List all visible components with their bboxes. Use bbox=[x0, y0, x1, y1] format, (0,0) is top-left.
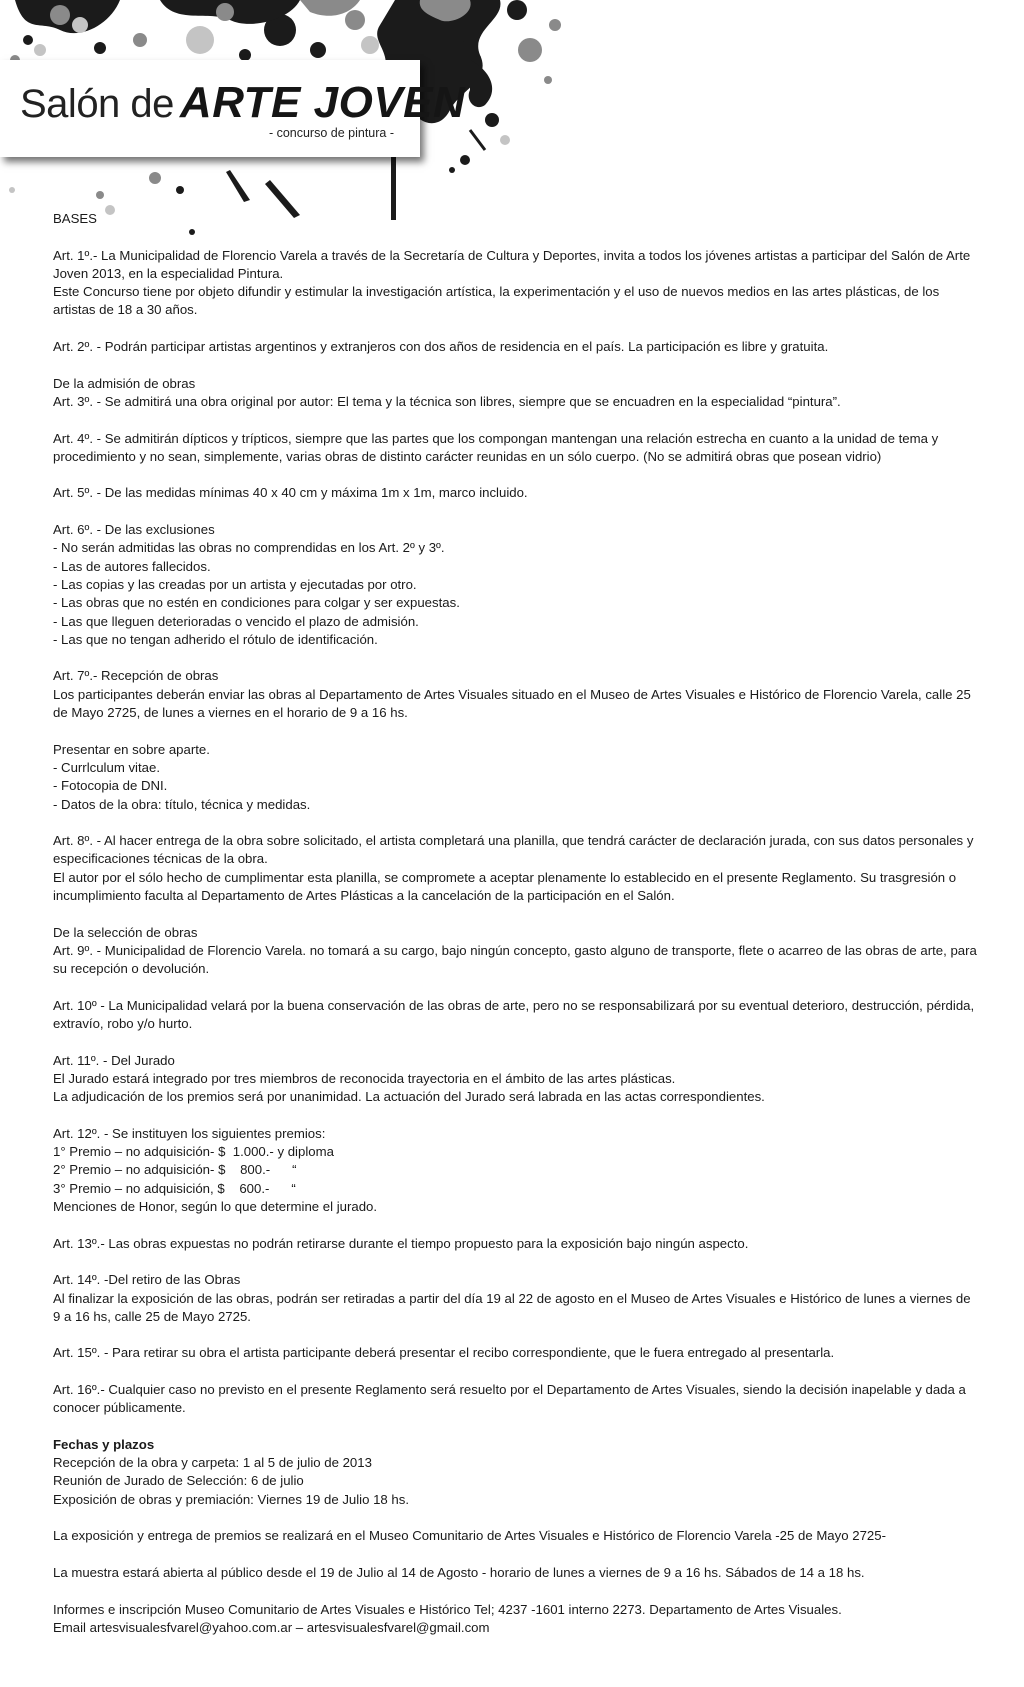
prize-line: 2° Premio – no adquisición- $ 800.- “ bbox=[53, 1162, 297, 1178]
article-8-paragraph-1: Art. 8º. - Al hacer entrega de la obra sobre solicitado, el artista completará una planilla, que tendrá carácter de declaración jurada, con sus datos personales y especificaciones técnicas de la obra. bbox=[53, 833, 974, 867]
article-12-line: Art. 12º. - Se instituyen los siguientes premios: bbox=[53, 1125, 326, 1141]
section-heading-admision: De la admisión de obras bbox=[53, 375, 196, 391]
fechas-line: Recepción de la obra y carpeta: 1 al 5 de julio de 2013 bbox=[53, 1455, 372, 1471]
article-11-line: Art. 11º. - Del Jurado bbox=[53, 1052, 175, 1068]
article-6-line: Art. 6º. - De las exclusiones bbox=[53, 522, 215, 538]
page-subtitle: - concurso de pintura - bbox=[268, 126, 394, 140]
email-line: Email artesvisualesfvarel@yahoo.com.ar – artesvisualesfvarel@gmail.com bbox=[53, 1619, 490, 1635]
article-8-paragraph-2: El autor por el sólo hecho de cumplimentar esta planilla, se compromete a aceptar plenamente lo establecido en el presente Reglamento. Su trasgresión o incumplimiento faculta al Departamento de Artes Plásticas a la cancelación de la participación en el Salón. bbox=[53, 869, 957, 903]
article-16: Art. 16º.- Cualquier caso no previsto en el presente Reglamento será resuelto por el Departamento de Artes Visuales, siendo la decisión inapelable y dada a conocer públicamente. bbox=[53, 1382, 966, 1416]
fechas-heading: Fechas y plazos bbox=[53, 1436, 155, 1452]
document-body bbox=[53, 210, 981, 1655]
article-1-paragraph-1: Art. 1º.- La Municipalidad de Florencio Varela a través de la Secretaría de Cultura y Deportes, invita a todos los jóvenes artistas a participar del Salón de Arte Joven 2013, en la especialidad Pintura. bbox=[53, 247, 971, 281]
section-heading-seleccion: De la selección de obras bbox=[53, 924, 198, 940]
fechas-line: Exposición de obras y premiación: Viernes 19 de Julio 18 hs. bbox=[53, 1491, 410, 1507]
article-6-line: - Las que no tengan adherido el rótulo de identificación. bbox=[53, 631, 378, 647]
presentar-line: - Currlculum vitae. bbox=[53, 759, 160, 775]
prize-line: 1° Premio – no adquisición- $ 1.000.- y diploma bbox=[53, 1144, 334, 1160]
article-14-heading: Art. 14º. -Del retiro de las Obras bbox=[53, 1272, 241, 1288]
exposicion-note: La exposición y entrega de premios se realizará en el Museo Comunitario de Artes Visuales e Histórico de Florencio Varela -25 de Mayo 2725- bbox=[53, 1528, 886, 1544]
article-6-line: - Las obras que no estén en condiciones para colgar y ser expuestas. bbox=[53, 595, 460, 611]
informes-line: Informes e inscripción Museo Comunitario de Artes Visuales e Histórico Tel; 4237 -1601 interno 2273. Departamento de Artes Visuales. bbox=[53, 1601, 842, 1617]
title-bold: ARTE JOVEN bbox=[179, 78, 466, 127]
article-11-line: La adjudicación de los premios será por unanimidad. La actuación del Jurado será labrada en las actas correspondientes. bbox=[53, 1089, 765, 1105]
article-12-line: Menciones de Honor, según lo que determine el jurado. bbox=[53, 1199, 378, 1215]
article-5: Art. 5º. - De las medidas mínimas 40 x 40 cm y máxima 1m x 1m, marco incluido. bbox=[53, 485, 528, 501]
presentar-line: Presentar en sobre aparte. bbox=[53, 741, 210, 757]
presentar-line: - Datos de la obra: título, técnica y medidas. bbox=[53, 796, 311, 812]
article-3: Art. 3º. - Se admitirá una obra original por autor: El tema y la técnica son libres, siempre que se encuadren en la especialidad “pintura”. bbox=[53, 393, 841, 409]
article-14-text: Al finalizar la exposición de las obras, podrán ser retiradas a partir del día 19 al 22 de agosto en el Museo de Artes Visuales e Histórico de lunes a viernes de 9 a 16 hs, calle 25 de Mayo 2725. bbox=[53, 1290, 971, 1324]
article-1-paragraph-2: Este Concurso tiene por objeto difundir y estimular la investigación artística, la experimentación y el uso de nuevos medios en las artes plásticas, de los artistas de 18 a 30 años. bbox=[53, 284, 940, 318]
article-15: Art. 15º. - Para retirar su obra el artista participante deberá presentar el recibo correspondiente, que le fuera entregado al presentarla. bbox=[53, 1345, 835, 1361]
page-title bbox=[20, 78, 465, 128]
article-6-line: - Las de autores fallecidos. bbox=[53, 558, 211, 574]
article-11-line: El Jurado estará integrado por tres miembros de reconocida trayectoria en el ámbito de las artes plásticas. bbox=[53, 1070, 676, 1086]
article-9: Art. 9º. - Municipalidad de Florencio Varela. no tomará a su cargo, bajo ningún concepto, gasto alguno de transporte, flete o acarreo de las obras de arte, para su recepción o devolución. bbox=[53, 942, 977, 977]
article-6-line: - Las que lleguen deterioradas o vencido el plazo de admisión. bbox=[53, 613, 419, 629]
article-6-line: - No serán admitidas las obras no comprendidas en los Art. 2º y 3º. bbox=[53, 540, 445, 556]
fechas-line: Reunión de Jurado de Selección: 6 de julio bbox=[53, 1473, 304, 1489]
presentar-line: - Fotocopia de DNI. bbox=[53, 778, 168, 794]
muestra-note: La muestra estará abierta al público desde el 19 de Julio al 14 de Agosto - horario de lunes a viernes de 9 a 16 hs. Sábados de 14 a 18 hs. bbox=[53, 1564, 865, 1580]
bases-heading: BASES bbox=[53, 211, 97, 226]
title-card bbox=[0, 60, 466, 157]
article-7-text: Los participantes deberán enviar las obras al Departamento de Artes Visuales situado en el Museo de Artes Visuales e Histórico de Florencio Varela, calle 25 de Mayo 2725, de lunes a viernes en el horario de 9 a 16 hs. bbox=[53, 686, 971, 721]
article-6-line: - Las copias y las creadas por un artista y ejecutadas por otro. bbox=[53, 576, 417, 592]
title-light: Salón de bbox=[20, 82, 174, 126]
prize-line: 3° Premio – no adquisición, $ 600.- “ bbox=[53, 1180, 296, 1196]
article-2: Art. 2º. - Podrán participar artistas argentinos y extranjeros con dos años de residencia en el país. La participación es libre y gratuita. bbox=[53, 339, 829, 355]
article-4: Art. 4º. - Se admitirán dípticos y trípticos, siempre que las partes que los compongan mantengan una relación estrecha en cuanto a la unidad de tema y procedimiento y no sean, simplemente, varias obras de distinto carácter reunidas en un sólo cuerpo. (No se admitirá obras que posean vidrio) bbox=[53, 430, 939, 464]
article-7-heading: Art. 7º.- Recepción de obras bbox=[53, 668, 219, 684]
article-13: Art. 13º.- Las obras expuestas no podrán retirarse durante el tiempo propuesto para la exposición bajo ningún aspecto. bbox=[53, 1235, 749, 1251]
article-10: Art. 10º - La Municipalidad velará por la buena conservación de las obras de arte, pero no se responsabilizará por su eventual deterioro, destrucción, pérdida, extravío, robo y/o hurto. bbox=[53, 997, 975, 1032]
